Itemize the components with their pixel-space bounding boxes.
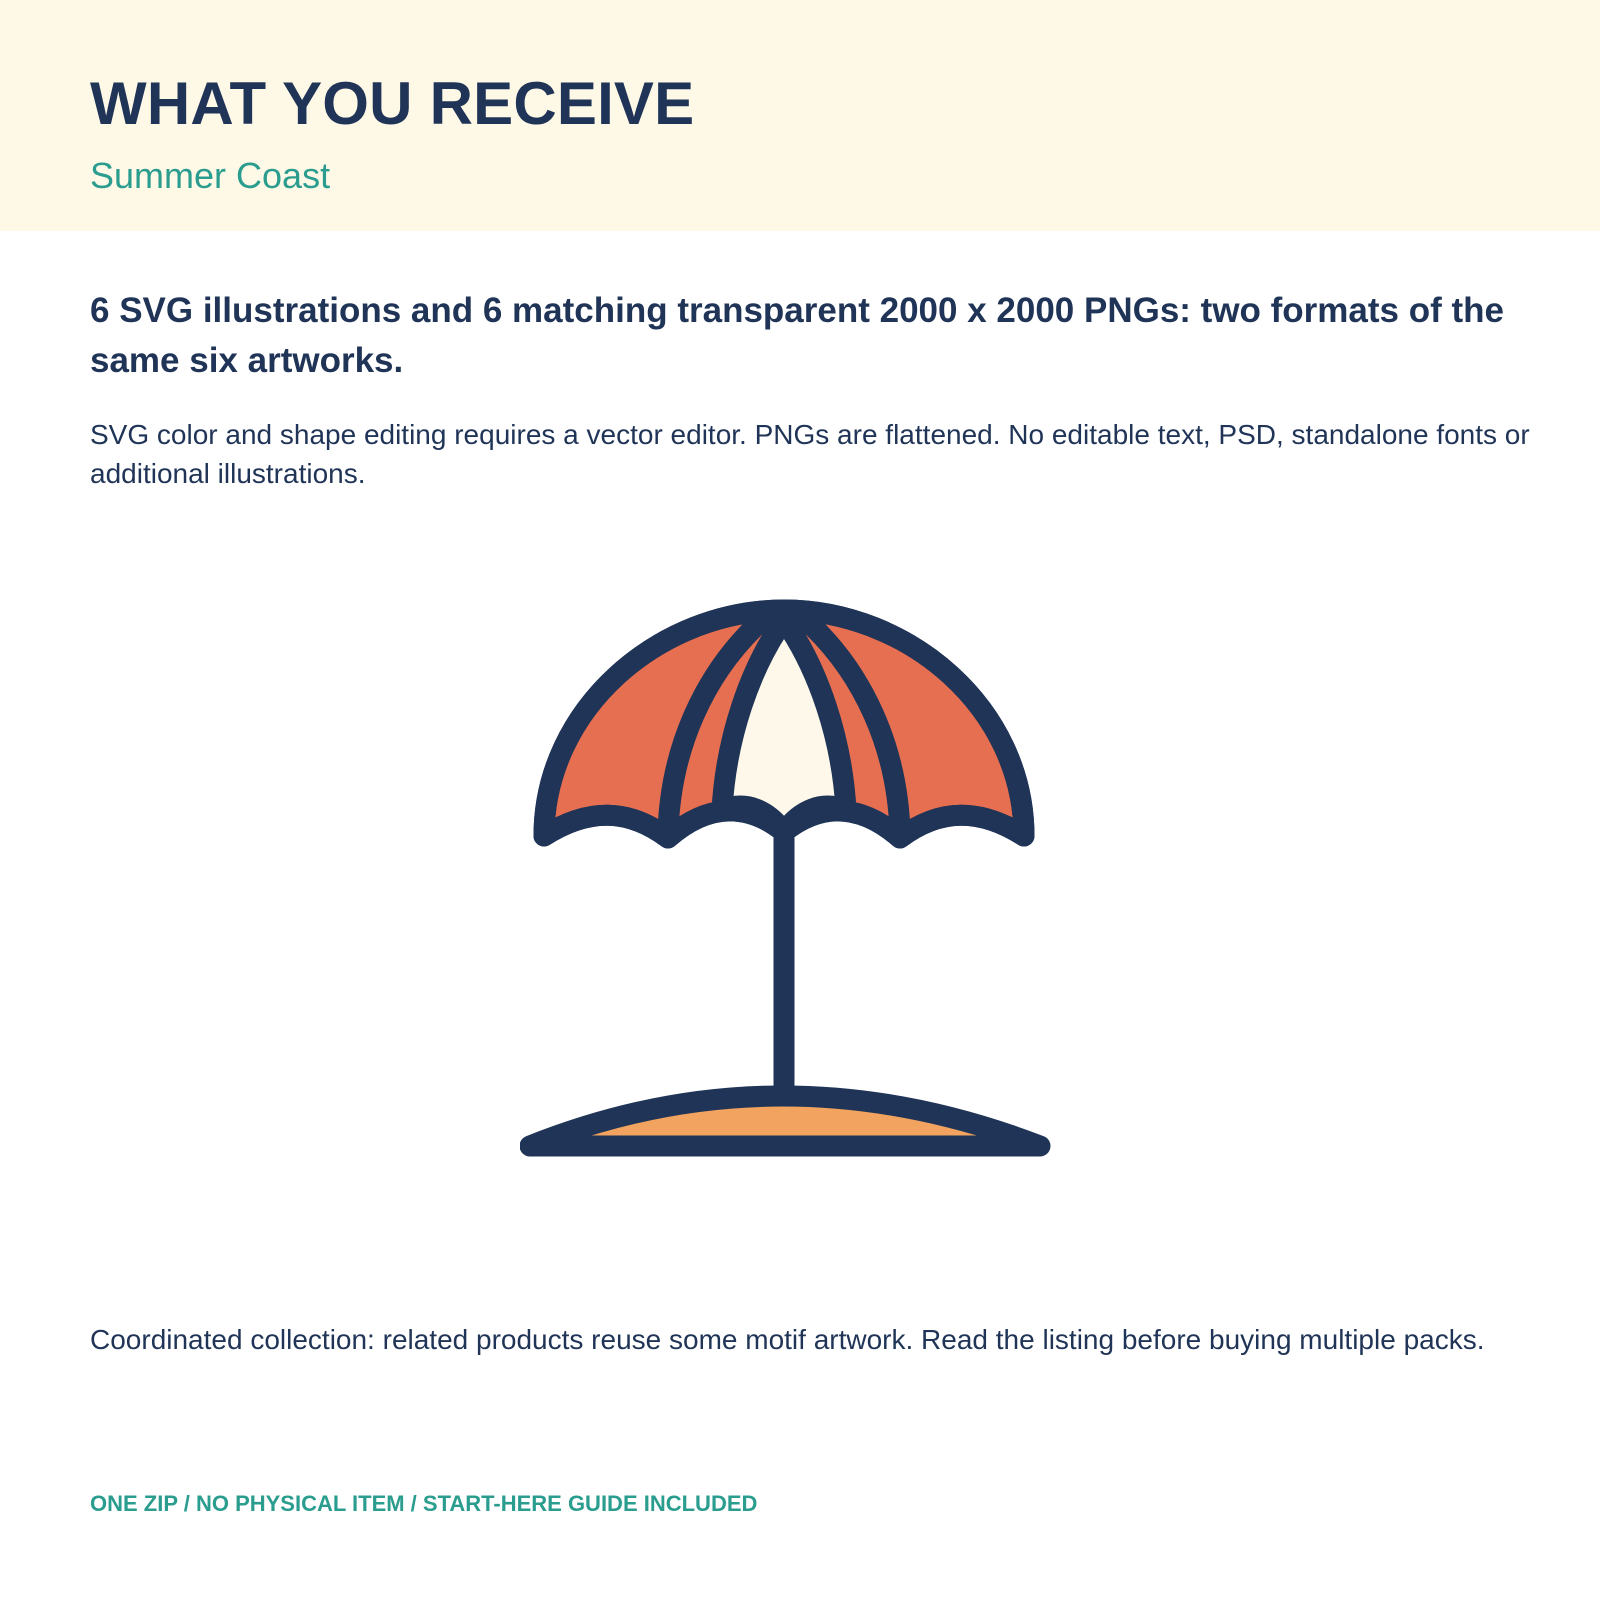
page-title: WHAT YOU RECEIVE bbox=[90, 70, 695, 137]
header-banner bbox=[0, 0, 1600, 231]
editing-note: SVG color and shape editing requires a vector editor. PNGs are flattened. No editable text, PSD, standalone fonts or additional illustrations. bbox=[90, 419, 1530, 489]
footer-tagline: ONE ZIP / NO PHYSICAL ITEM / START-HERE GUIDE INCLUDED bbox=[90, 1491, 758, 1516]
collection-note: Coordinated collection: related products reuse some motif artwork. Read the listing before buying multiple packs. bbox=[90, 1324, 1485, 1355]
product-headline: 6 SVG illustrations and 6 matching transparent 2000 x 2000 PNGs: two formats of the same six artworks. bbox=[90, 291, 1504, 380]
page-subtitle: Summer Coast bbox=[90, 155, 331, 196]
beach-umbrella-icon bbox=[520, 598, 1080, 1168]
